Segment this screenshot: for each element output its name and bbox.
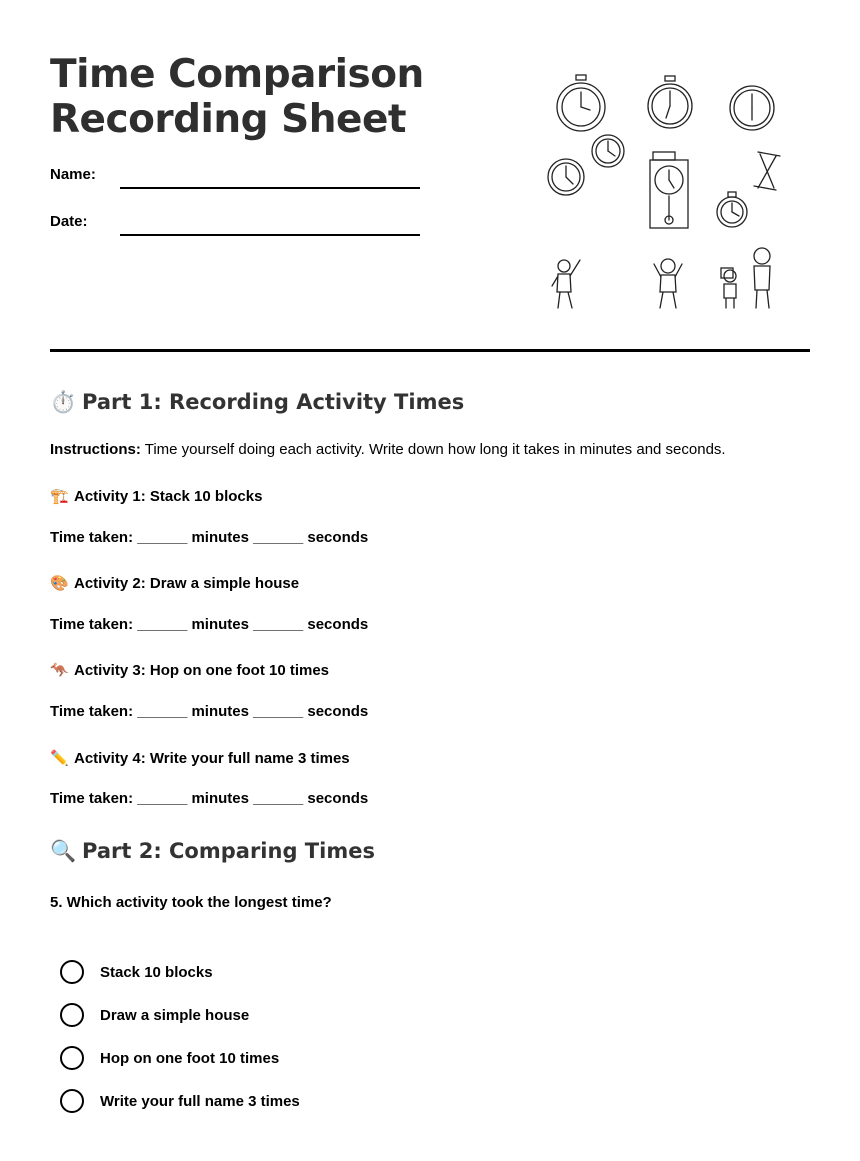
grandfather-clock-icon: [650, 152, 688, 228]
radio-button[interactable]: [60, 1089, 84, 1113]
instructions-label: Instructions:: [50, 441, 141, 458]
activity-3-label: Activity 3: Hop on one foot 10 times: [74, 662, 330, 679]
radio-button[interactable]: [60, 1003, 84, 1027]
part1-heading-text: Part 1: Recording Activity Times: [82, 390, 465, 414]
part2-heading-text: Part 2: Comparing Times: [82, 839, 375, 863]
title-line-1: Time Comparison: [50, 52, 424, 97]
stopwatch-icon: [717, 192, 747, 227]
children-reading-icon: [721, 248, 770, 308]
instructions: [50, 441, 726, 458]
hourglass-icon: [754, 152, 780, 190]
kangaroo-icon: 🦘: [50, 662, 69, 679]
date-field[interactable]: [120, 234, 420, 236]
activity-1: [50, 487, 262, 505]
clocks-and-children-illustration: [540, 70, 790, 320]
pencil-icon: ✏️: [50, 750, 69, 767]
activity-3: [50, 661, 329, 679]
name-field[interactable]: [120, 187, 420, 189]
activity-2: [50, 574, 299, 592]
option-stack-blocks[interactable]: [60, 960, 213, 984]
option-label: Stack 10 blocks: [100, 963, 213, 981]
option-write-name[interactable]: [60, 1089, 300, 1113]
radio-button[interactable]: [60, 1046, 84, 1070]
question-5: 5. Which activity took the longest time?: [50, 894, 332, 911]
part2-heading: [50, 839, 375, 864]
name-label: Name:: [50, 166, 96, 183]
option-label: Hop on one foot 10 times: [100, 1049, 280, 1067]
section-divider: [50, 349, 810, 352]
radio-button[interactable]: [60, 960, 84, 984]
crane-icon: 🏗️: [50, 488, 69, 505]
activity-2-label: Activity 2: Draw a simple house: [74, 575, 300, 592]
activity-4-time-taken[interactable]: Time taken: ______ minutes ______ seconds: [50, 790, 369, 807]
palette-icon: 🎨: [50, 575, 69, 592]
wall-clock-icon: [548, 159, 584, 195]
child-figure-icon: [552, 260, 580, 308]
activity-4: [50, 749, 350, 767]
magnifier-icon: 🔍: [50, 839, 77, 863]
stopwatch-icon: ⏱️: [50, 390, 77, 414]
page-title: [50, 52, 424, 142]
child-figure-icon: [654, 259, 682, 308]
activity-2-time-taken[interactable]: Time taken: ______ minutes ______ seconds: [50, 616, 369, 633]
part1-heading: [50, 390, 464, 415]
option-label: Draw a simple house: [100, 1006, 250, 1024]
activity-1-label: Activity 1: Stack 10 blocks: [74, 488, 263, 505]
option-label: Write your full name 3 times: [100, 1092, 300, 1110]
instructions-text: Time yourself doing each activity. Write down how long it takes in minutes and seconds.: [140, 441, 726, 458]
stopwatch-icon: [648, 76, 692, 128]
title-line-2: Recording Sheet: [50, 97, 407, 142]
wall-clock-icon: [592, 135, 624, 167]
option-hop-one-foot[interactable]: [60, 1046, 279, 1070]
activity-1-time-taken[interactable]: Time taken: ______ minutes ______ seconds: [50, 529, 369, 546]
activity-4-label: Activity 4: Write your full name 3 times: [74, 750, 350, 767]
activity-3-time-taken[interactable]: Time taken: ______ minutes ______ seconds: [50, 703, 369, 720]
stopwatch-icon: [557, 75, 605, 131]
option-draw-house[interactable]: [60, 1003, 249, 1027]
date-label: Date:: [50, 213, 88, 230]
wall-clock-icon: [730, 86, 774, 130]
